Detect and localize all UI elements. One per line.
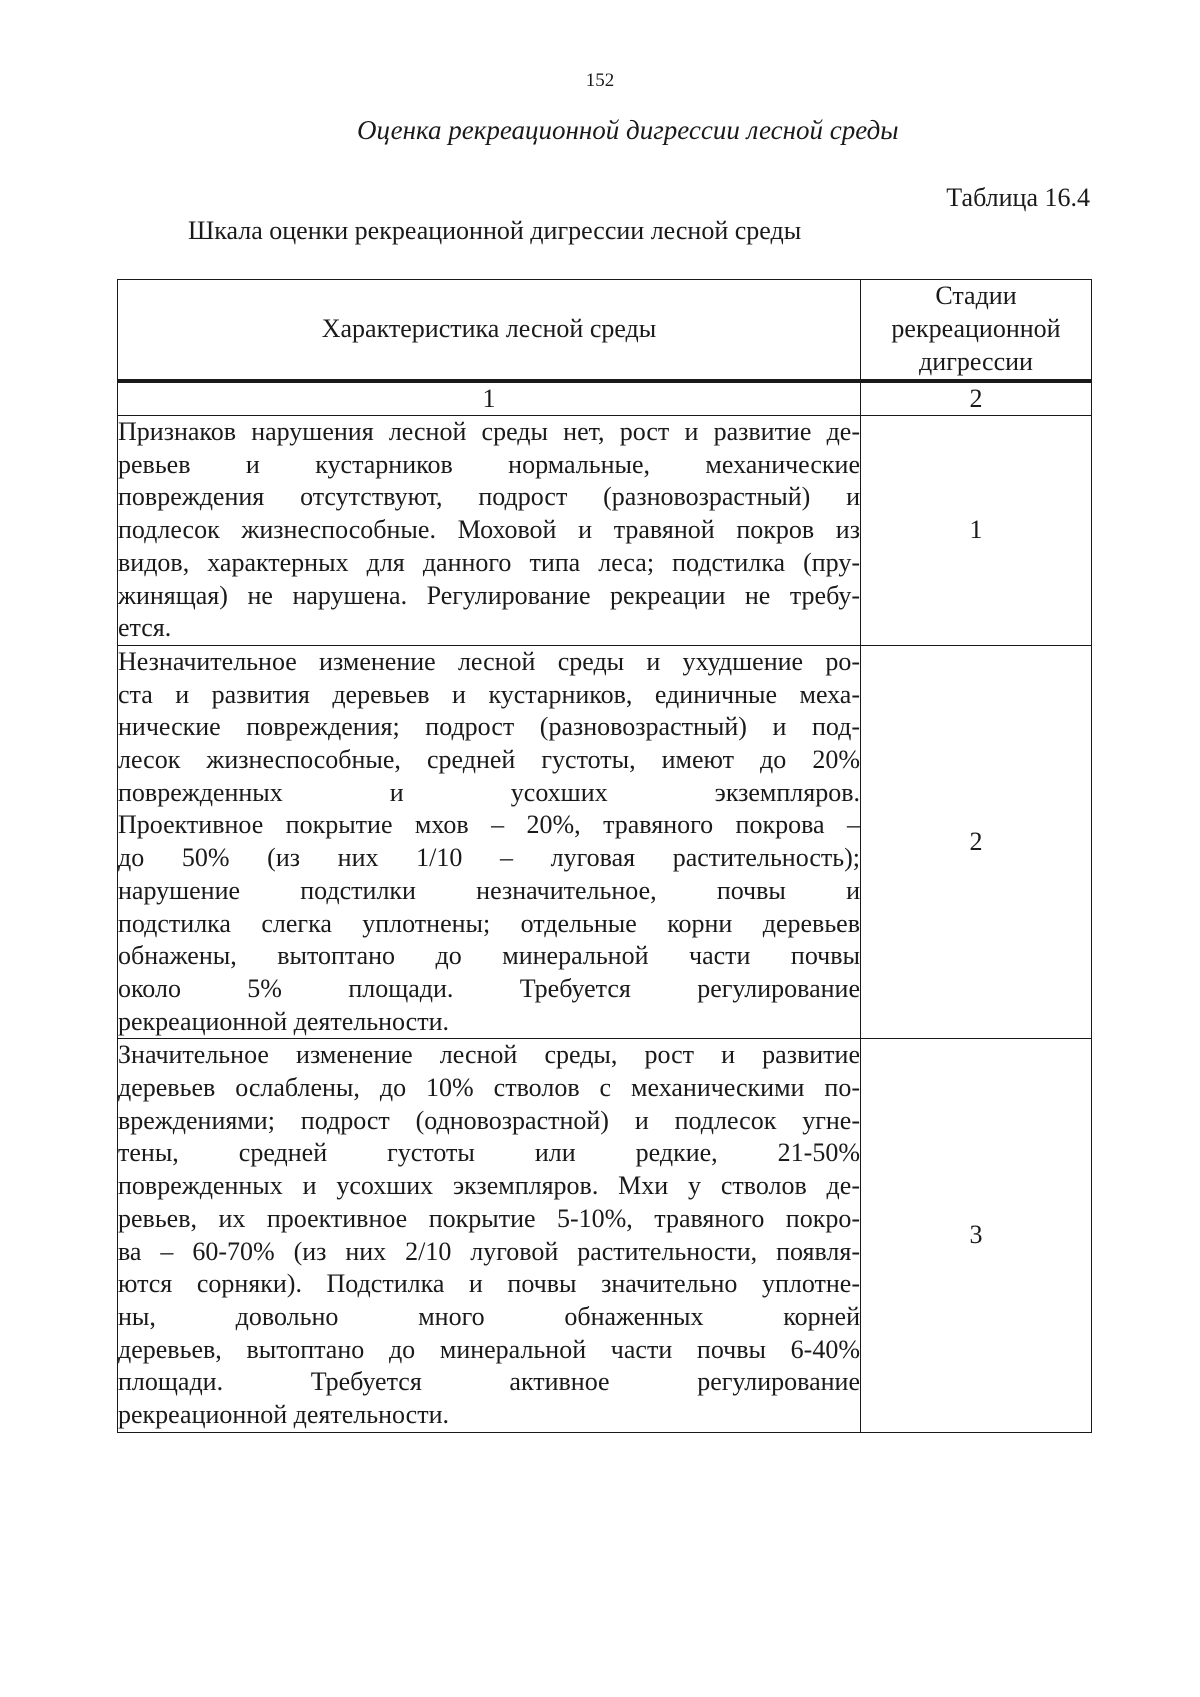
description-line: подлесок жизнеспособные. Моховой и травяной покров из [118, 515, 860, 545]
description-line: поврежденных и усохших экземпляров. [118, 777, 860, 807]
header-stages-line: дигрессии [919, 346, 1033, 376]
description-line: лесок жизнеспособные, средней густоты, имеют до 20% [118, 745, 860, 775]
row-stage: 1 [861, 416, 1092, 646]
column-number: 1 [118, 381, 861, 416]
header-stages [861, 280, 1092, 382]
description-line: деревьев ослаблены, до 10% стволов с механическими по- [118, 1073, 860, 1103]
description-line: нарушение подстилки незначительное, почвы и [118, 875, 860, 905]
description-line: около 5% площади. Требуется регулирование [118, 973, 860, 1003]
description-line: тены, средней густоты или редкие, 21-50% [118, 1138, 860, 1168]
column-number-row [118, 381, 1092, 416]
header-stages-line: рекреационной [891, 314, 1061, 344]
table-title: Шкала оценки рекреационной дигрессии лесной среды [188, 216, 802, 245]
header-stages-line: Стадии [935, 281, 1017, 311]
description-line: площади. Требуется активное регулирование [118, 1367, 860, 1397]
description-line: рекреационной деятельности. [118, 1400, 449, 1430]
description-line: ста и развития деревьев и кустарников, единичные меха- [118, 679, 860, 709]
description-line: Значительное изменение лесной среды, рост и развитие [118, 1040, 860, 1070]
row-description [118, 416, 861, 646]
header-characteristic: Характеристика лесной среды [118, 280, 861, 382]
description-line: вреждениями; подрост (одновозрастной) и подлесок угне- [118, 1105, 860, 1135]
table-body [118, 416, 1092, 1433]
page-number: 152 [585, 70, 615, 91]
description-line: подстилка слегка уплотнены; отдельные корни деревьев [118, 908, 860, 938]
description-line: повреждения отсутствуют, подрост (разновозрастный) и [118, 482, 860, 512]
row-description [118, 1039, 861, 1432]
column-number: 2 [861, 381, 1092, 416]
description-line: рекреационной деятельности. [118, 1006, 449, 1036]
row-stage: 2 [861, 645, 1092, 1038]
description-line: обнажены, вытоптано до минеральной части почвы [118, 941, 860, 971]
description-line: нические повреждения; подрост (разновозрастный) и под- [118, 712, 860, 742]
digression-scale-table [117, 279, 1092, 1433]
running-head: Оценка рекреационной дигрессии лесной среды [357, 115, 899, 145]
description-line: поврежденных и усохших экземпляров. Мхи у стволов де- [118, 1171, 860, 1201]
description-line: Незначительное изменение лесной среды и ухудшение ро- [118, 646, 860, 676]
description-line: Проективное покрытие мхов – 20%, травяного покрова – [118, 810, 860, 840]
description-line: жинящая) не нарушена. Регулирование рекреации не требу- [118, 580, 860, 610]
description-line: ны, довольно много обнаженных корней [118, 1301, 860, 1331]
table-row [118, 645, 1092, 1038]
table-label: Таблица 16.4 [946, 183, 1090, 212]
description-line: до 50% (из них 1/10 – луговая растительность); [118, 843, 860, 873]
description-line: ревьев и кустарников нормальные, механические [118, 449, 860, 479]
row-description [118, 645, 861, 1038]
description-line: ревьев, их проективное покрытие 5-10%, травяного покро- [118, 1203, 860, 1233]
table-header-row [118, 280, 1092, 382]
table-row [118, 1039, 1092, 1432]
description-line: деревьев, вытоптано до минеральной части почвы 6-40% [118, 1334, 860, 1364]
description-line: ва – 60-70% (из них 2/10 луговой растительности, появля- [118, 1236, 860, 1266]
row-stage: 3 [861, 1039, 1092, 1432]
description-line: видов, характерных для данного типа леса; подстилка (пру- [118, 547, 860, 577]
description-line: ются сорняки). Подстилка и почвы значительно уплотне- [118, 1269, 860, 1299]
description-line: ется. [118, 613, 172, 643]
description-line: Признаков нарушения лесной среды нет, рост и развитие де- [118, 417, 860, 446]
table-row [118, 416, 1092, 646]
